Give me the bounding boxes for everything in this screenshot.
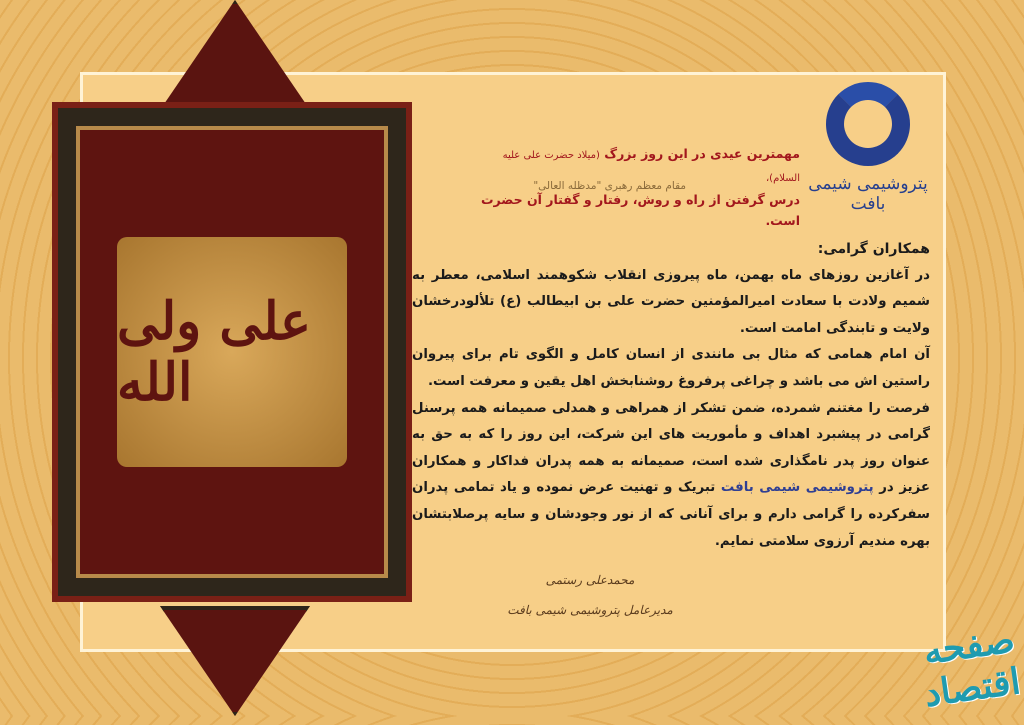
signature-name: محمدعلی رستمی — [545, 573, 635, 587]
quote-paren: (میلاد حضرت علی علیه السلام)، — [502, 150, 800, 184]
company-logo — [808, 82, 928, 214]
letter-body — [412, 236, 930, 555]
paragraph-2: آن امام همامی که مثال بی مانندی از انسان کامل و الگوی تام برای پیروان راستین اش می باشد و چراغی پرفروغ روشنابخش اهل یقین و معرفت است. — [412, 347, 930, 389]
calligraphy-artwork: علی ولی الله — [117, 237, 347, 467]
ornament-top — [160, 0, 310, 110]
company-name-highlight: پتروشیمی شیمی بافت — [720, 480, 874, 496]
ornament-bottom — [160, 606, 310, 716]
watermark-logo: صفحه اقتصاد — [920, 618, 1024, 716]
paragraph-1: در آغازین روزهای ماه بهمن، ماه پیروزی انقلاب شکوهمند اسلامی، معطر به شمیم ولادت با سعادت امیرالمؤمنین حضرت علی بن ابیطالب (ع) تلألودرخشان ولایت و تابندگی امامت است. — [412, 267, 930, 336]
paragraph-3: فرصت را مغتنم شمرده، ضمن تشکر از همراهی و همدلی صمیمانه همه پرسنل گرامی در پیشبرد اهداف و مأموریت های این شرکت، این روز را که به حق به عنوان روز پدر نامگذاری شده است، صمیمانه به همه پدران فداکار و همکاران عزیز در پتروشیمی شیمی بافت تبریک و تهنیت عرض نموده و یاد تمامی پدران سفرکرده را گرامی دارم و برای آنانی که از نور وجودشان و سایه پرصلابتشان بهره مندیم آرزوی سلامتی نمایم. — [412, 400, 930, 549]
signature-title: مدیرعامل پتروشیمی شیمی بافت — [507, 603, 673, 617]
quote-attribution: مقام معظم رهبری "مدظله العالی" — [533, 180, 686, 192]
quote-part1: مهمترین عیدی در این روز بزرگ — [604, 146, 800, 161]
quote-line2: درس گرفتن از راه و روش، رفتار و گفتار آن حضرت است. — [480, 192, 800, 228]
greeting: همکاران گرامی: — [817, 241, 930, 257]
logo-ring-icon — [826, 82, 910, 166]
logo-text: پتروشیمی شیمی بافت — [808, 174, 928, 214]
calligraphy-frame — [52, 102, 412, 602]
signature — [500, 565, 680, 625]
